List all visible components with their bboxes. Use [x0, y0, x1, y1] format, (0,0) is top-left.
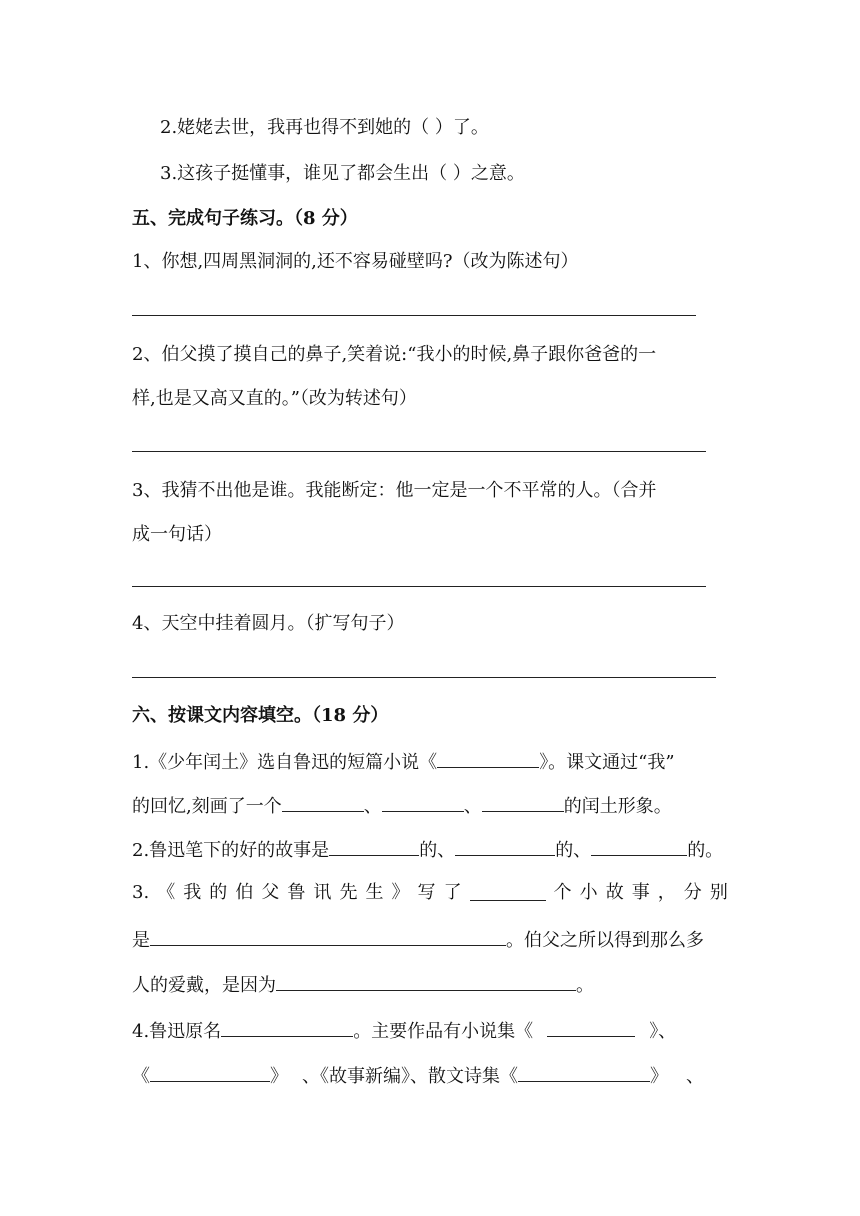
blank-story-3[interactable]: [591, 835, 687, 856]
question-4-3: 3.这孩子挺懂事，谁见了都会生出（ ）之意。: [160, 163, 525, 184]
separator: 、: [363, 796, 382, 817]
question-5-2-line1: 2、伯父摸了摸自己的鼻子,笑着说:“我小的时候,鼻子跟你爸爸的一: [132, 344, 657, 365]
blank-story-list[interactable]: [150, 925, 506, 946]
question-5-1: 1、你想,四周黑洞洞的,还不容易碰壁吗?（改为陈述句）: [132, 251, 579, 272]
blank-collection-2[interactable]: [150, 1061, 270, 1082]
blank-reason[interactable]: [276, 970, 576, 991]
question-5-3-line1: 3、我猜不出他是谁。我能断定：他一定是一个不平常的人。（合并: [132, 480, 657, 501]
question-6-4-line1: [132, 1016, 676, 1045]
question-6-2: [132, 835, 723, 864]
question-text: 2.鲁迅笔下的好的故事是: [132, 840, 330, 861]
question-text: 人的爱戴，是因为: [132, 975, 276, 996]
question-char: ，: [657, 882, 676, 903]
question-6-3-line3: [132, 970, 594, 999]
question-text: 。: [576, 975, 594, 996]
question-4-2: 2.姥姥去世，我再也得不到她的（ ）了。: [160, 117, 489, 138]
question-text: 》: [270, 1066, 288, 1087]
question-char: 的: [209, 882, 228, 903]
question-text: 《: [132, 1066, 150, 1087]
blank-novel-title[interactable]: [437, 747, 539, 768]
question-char: 小: [579, 882, 598, 903]
question-char: 先: [339, 882, 358, 903]
question-text: 。伯父之所以得到那么多: [506, 930, 704, 951]
answer-line-5-3[interactable]: [132, 586, 706, 587]
question-text: 是: [132, 930, 150, 951]
question-text: 的。: [687, 840, 724, 861]
question-char: 别: [709, 882, 728, 903]
answer-line-5-4[interactable]: [132, 677, 716, 678]
question-6-3-line1: [132, 880, 728, 906]
question-5-4: 4、天空中挂着圆月。（扩写句子）: [132, 613, 405, 634]
question-char: 父: [261, 882, 280, 903]
question-text: 》。课文通过“我”: [539, 752, 675, 773]
answer-line-5-1[interactable]: [132, 315, 696, 316]
question-char: 分: [683, 882, 702, 903]
section-6-title: 六、按课文内容填空。（18 分）: [132, 705, 389, 726]
question-text: 的、: [419, 840, 456, 861]
blank-story-1[interactable]: [329, 835, 419, 856]
question-char: 鲁: [287, 882, 306, 903]
question-char: 写: [417, 882, 436, 903]
blank-prose-poem[interactable]: [518, 1061, 650, 1082]
question-char: 事: [631, 882, 650, 903]
question-5-2-line2: 样,也是又高又直的。”（改为转述句）: [132, 388, 417, 409]
section-5-title: 五、完成句子练习。（8 分）: [132, 208, 358, 229]
question-text: 1.《少年闰土》选自鲁迅的短篇小说《: [132, 752, 438, 773]
question-text: 的、: [555, 840, 592, 861]
question-6-3-line2: [132, 925, 704, 954]
question-char: 了: [443, 882, 462, 903]
question-char: 个: [553, 882, 572, 903]
question-6-4-line2: [132, 1061, 704, 1090]
blank-trait-1[interactable]: [282, 791, 364, 812]
question-char: 我: [183, 882, 202, 903]
question-6-1-line2: [132, 791, 672, 820]
question-char: 》: [391, 882, 410, 903]
question-text: 、《故事新编》、散文诗集《: [302, 1066, 518, 1087]
question-char: 伯: [235, 882, 254, 903]
question-char: 讯: [313, 882, 332, 903]
blank-original-name[interactable]: [221, 1016, 353, 1037]
question-5-3-line2: 成一句话）: [132, 524, 222, 545]
question-char: 《: [157, 882, 176, 903]
question-text: 、: [686, 1066, 704, 1087]
blank-story-2[interactable]: [455, 835, 555, 856]
question-char: 故: [605, 882, 624, 903]
answer-line-5-2[interactable]: [132, 451, 706, 452]
separator: 、: [463, 796, 482, 817]
blank-trait-3[interactable]: [482, 791, 564, 812]
question-char: 3.: [132, 882, 150, 903]
question-text: 。主要作品有小说集《: [353, 1021, 534, 1042]
question-text: 》、: [649, 1021, 677, 1042]
blank-trait-2[interactable]: [382, 791, 464, 812]
question-text: 的回忆,刻画了一个: [132, 796, 282, 817]
blank-story-count[interactable]: [470, 880, 546, 901]
blank-collection-1[interactable]: [547, 1016, 635, 1037]
question-text: 的闰土形象。: [563, 796, 672, 817]
question-char: 生: [365, 882, 384, 903]
question-text: 4.鲁迅原名: [132, 1021, 222, 1042]
question-text: 》: [650, 1066, 668, 1087]
question-6-1-line1: [132, 747, 675, 776]
